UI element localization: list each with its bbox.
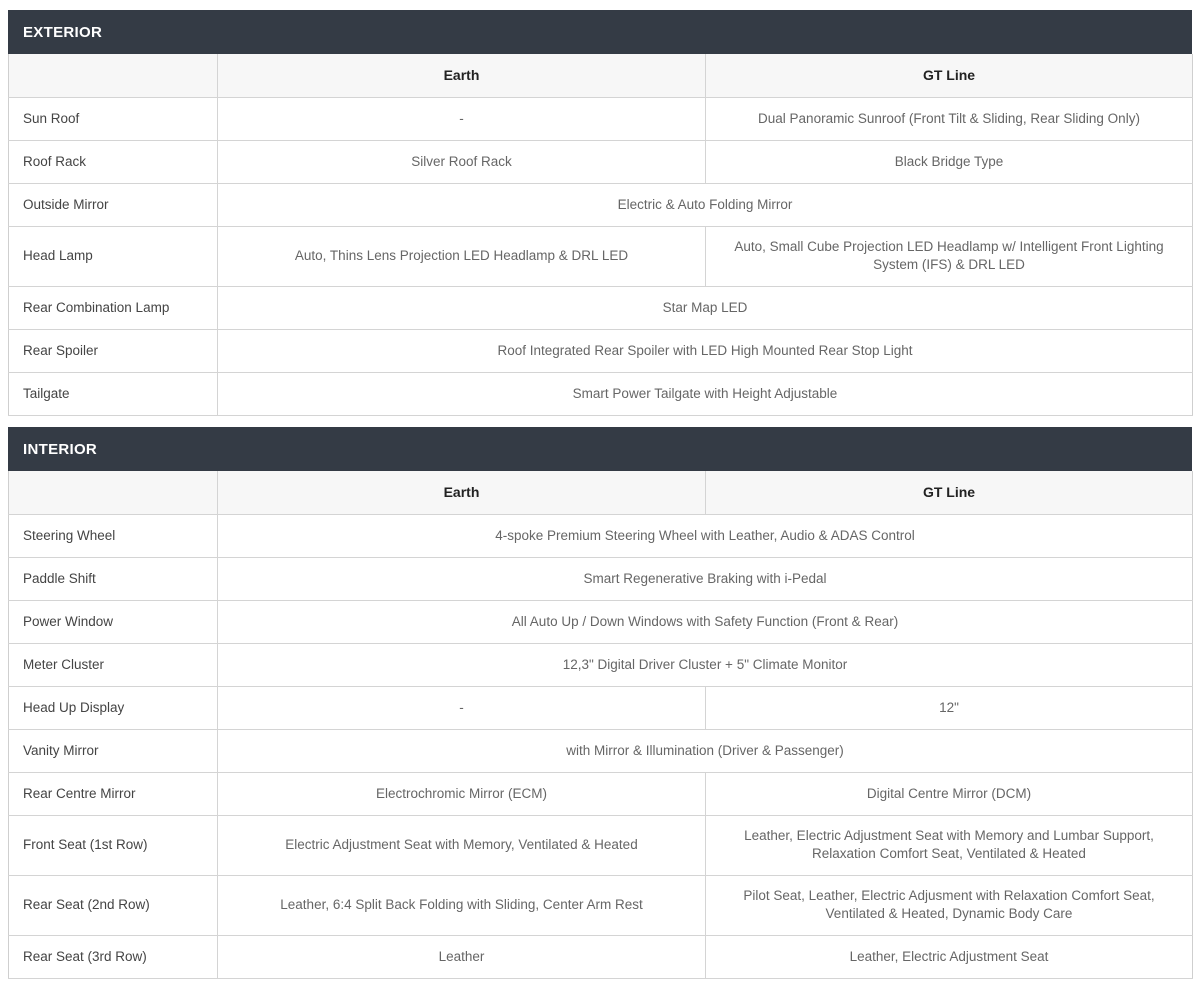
interior-table: [8, 471, 1193, 979]
interior-title: INTERIOR: [8, 427, 1192, 471]
gt-line-value: Leather, Electric Adjustment Seat with Memory and Lumbar Support, Relaxation Comfort Seat, Ventilated & Heated: [706, 815, 1193, 875]
column-header-gt-line: GT Line: [706, 54, 1193, 97]
header-blank-cell: [9, 471, 218, 514]
shared-value: with Mirror & Illumination (Driver & Passenger): [218, 729, 1193, 772]
shared-value: Smart Regenerative Braking with i-Pedal: [218, 557, 1193, 600]
gt-line-value: 12": [706, 686, 1193, 729]
earth-value: Electric Adjustment Seat with Memory, Ventilated & Heated: [218, 815, 706, 875]
row-label: Steering Wheel: [9, 514, 218, 557]
shared-value: Smart Power Tailgate with Height Adjustable: [218, 372, 1193, 415]
gt-line-value: Digital Centre Mirror (DCM): [706, 772, 1193, 815]
row-label: Rear Centre Mirror: [9, 772, 218, 815]
table-row: [9, 329, 1193, 372]
earth-value: -: [218, 97, 706, 140]
row-label: Front Seat (1st Row): [9, 815, 218, 875]
gt-line-value: Black Bridge Type: [706, 140, 1193, 183]
table-row: [9, 557, 1193, 600]
row-label: Paddle Shift: [9, 557, 218, 600]
table-header-row: [9, 471, 1193, 514]
table-row: [9, 226, 1193, 286]
column-header-earth: Earth: [218, 471, 706, 514]
shared-value: 4-spoke Premium Steering Wheel with Leather, Audio & ADAS Control: [218, 514, 1193, 557]
row-label: Rear Seat (3rd Row): [9, 935, 218, 978]
row-label: Rear Combination Lamp: [9, 286, 218, 329]
interior-section: [8, 427, 1192, 979]
header-blank-cell: [9, 54, 218, 97]
exterior-title: EXTERIOR: [8, 10, 1192, 54]
earth-value: Leather, 6:4 Split Back Folding with Sliding, Center Arm Rest: [218, 875, 706, 935]
shared-value: Star Map LED: [218, 286, 1193, 329]
row-label: Power Window: [9, 600, 218, 643]
row-label: Roof Rack: [9, 140, 218, 183]
gt-line-value: Dual Panoramic Sunroof (Front Tilt & Sliding, Rear Sliding Only): [706, 97, 1193, 140]
shared-value: All Auto Up / Down Windows with Safety Function (Front & Rear): [218, 600, 1193, 643]
table-row: [9, 183, 1193, 226]
table-row: [9, 514, 1193, 557]
column-header-earth: Earth: [218, 54, 706, 97]
exterior-table: [8, 54, 1193, 416]
earth-value: -: [218, 686, 706, 729]
row-label: Meter Cluster: [9, 643, 218, 686]
table-row: [9, 686, 1193, 729]
column-header-gt-line: GT Line: [706, 471, 1193, 514]
earth-value: Leather: [218, 935, 706, 978]
shared-value: Electric & Auto Folding Mirror: [218, 183, 1193, 226]
table-row: [9, 815, 1193, 875]
table-row: [9, 372, 1193, 415]
table-row: [9, 875, 1193, 935]
gt-line-value: Pilot Seat, Leather, Electric Adjusment with Relaxation Comfort Seat, Ventilated & Heated, Dynamic Body Care: [706, 875, 1193, 935]
row-label: Head Lamp: [9, 226, 218, 286]
table-row: [9, 286, 1193, 329]
row-label: Sun Roof: [9, 97, 218, 140]
table-header-row: [9, 54, 1193, 97]
table-row: [9, 140, 1193, 183]
gt-line-value: Leather, Electric Adjustment Seat: [706, 935, 1193, 978]
earth-value: Silver Roof Rack: [218, 140, 706, 183]
exterior-section: [8, 10, 1192, 416]
earth-value: Auto, Thins Lens Projection LED Headlamp & DRL LED: [218, 226, 706, 286]
table-row: [9, 729, 1193, 772]
table-row: [9, 97, 1193, 140]
row-label: Tailgate: [9, 372, 218, 415]
table-row: [9, 935, 1193, 978]
row-label: Rear Spoiler: [9, 329, 218, 372]
gt-line-value: Auto, Small Cube Projection LED Headlamp w/ Intelligent Front Lighting System (IFS) & DRL LED: [706, 226, 1193, 286]
row-label: Rear Seat (2nd Row): [9, 875, 218, 935]
table-row: [9, 643, 1193, 686]
shared-value: Roof Integrated Rear Spoiler with LED High Mounted Rear Stop Light: [218, 329, 1193, 372]
table-row: [9, 772, 1193, 815]
row-label: Outside Mirror: [9, 183, 218, 226]
row-label: Head Up Display: [9, 686, 218, 729]
row-label: Vanity Mirror: [9, 729, 218, 772]
table-row: [9, 600, 1193, 643]
earth-value: Electrochromic Mirror (ECM): [218, 772, 706, 815]
shared-value: 12,3" Digital Driver Cluster + 5" Climate Monitor: [218, 643, 1193, 686]
